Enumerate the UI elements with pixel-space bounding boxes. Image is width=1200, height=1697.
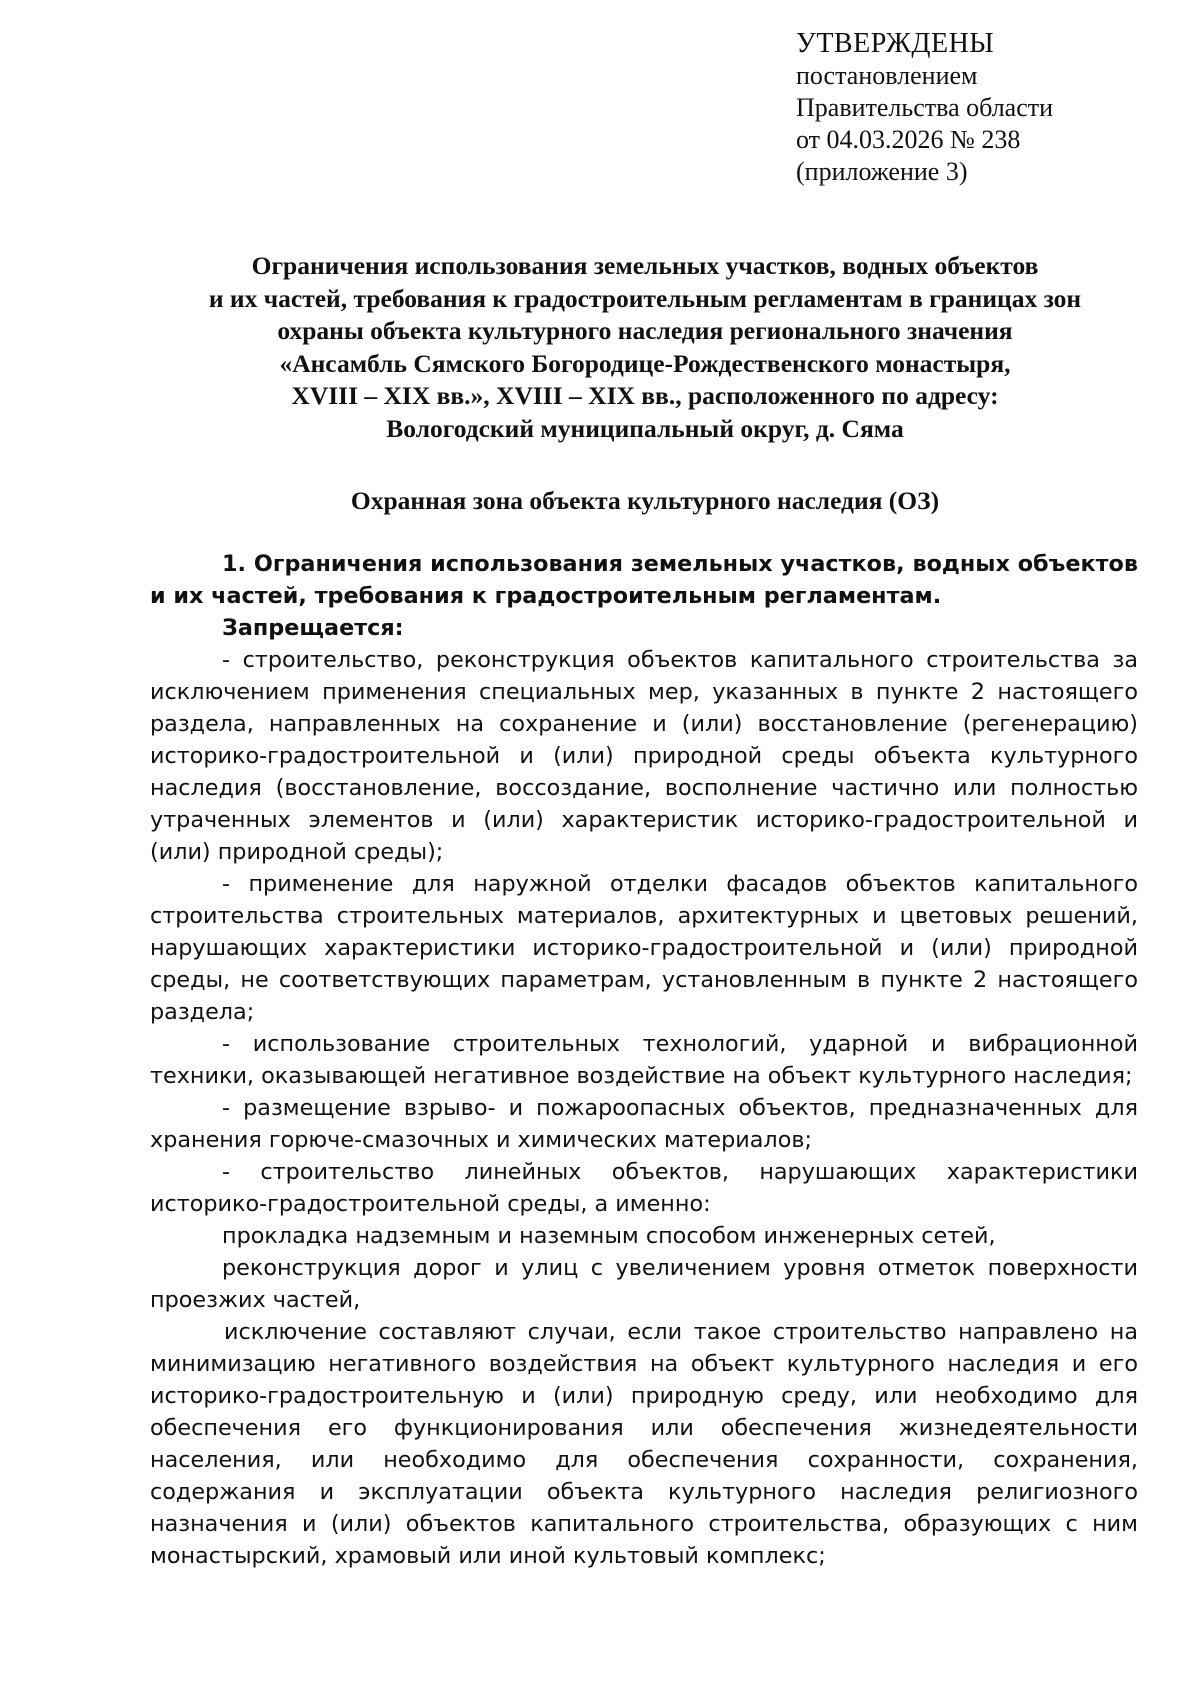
list-item: реконструкция дорог и улиц с увеличением уровня отметок поверхности проезжих частей, [150,1255,1138,1313]
approval-heading: УТВЕРЖДЕНЫ [796,28,995,59]
approval-line: Правительства области [796,93,1054,122]
title-line: охраны объекта культурного наследия регионального значения [277,316,1013,345]
forbidden-label: Запрещается: [222,615,404,641]
document-title [150,250,1140,445]
list-item: - использование строительных технологий, ударной и вибрационной техники, оказывающей негативное воздействие на объект культурного наследия; [150,1031,1138,1089]
title-line: Ограничения использования земельных участков, водных объектов [251,251,1039,280]
list-item: - применение для наружной отделки фасадов объектов капитального строительства строительных материалов, архитектурных и цветовых решений, нарушающих характеристики историко-градостроительной и (или) природной среды, не соответствующих параметрам, установленным в пункте 2 настоящего раздела; [150,871,1138,1025]
section-heading: 1. Ограничения использования земельных участков, водных объектов и их частей, требования к градостроительным регламентам. [150,551,1138,609]
list-item: исключение составляют случаи, если такое строительство направлено на минимизацию негативного воздействия на объект культурного наследия и его историко-градостроительную и (или) природную среду, или необходимо для обеспечения его функционирования или обеспечения жизнедеятельности населения, или необходимо для обеспечения сохранности, сохранения, содержания и эксплуатации объекта культурного наследия религиозного назначения и (или) объектов капитального строительства, образующих с ним монастырский, храмовый или иной культовый комплекс; [150,1319,1138,1569]
title-line: Вологодский муниципальный округ, д. Сяма [386,413,904,443]
list-item: - строительство, реконструкция объектов капитального строительства за исключением применения специальных мер, указанных в пункте 2 настоящего раздела, направленных на сохранение и (или) восстановление (регенерацию) историко-градостроительной и (или) природной среды объекта культурного наследия (восстановление, воссоздание, восполнение частично или полностью утраченных элементов и (или) характеристик историко-градостроительной и (или) природной среды); [150,647,1138,865]
title-line: XVIII – XIX вв.», XVIII – XIX вв., расположенного по адресу: [291,381,999,410]
list-item: - размещение взрыво- и пожароопасных объектов, предназначенных для хранения горюче-смазочных и химических материалов; [150,1095,1138,1153]
list-item: прокладка надземным и наземным способом инженерных сетей, [222,1223,996,1249]
approval-line: постановлением [796,61,978,90]
section-body [150,548,1138,1572]
title-line: «Ансамбль Сямского Богородице-Рождественского монастыря, [279,348,1011,378]
approval-line: от 04.03.2026 № 238 [796,125,1021,154]
list-item: - строительство линейных объектов, нарушающих характеристики историко-градостроительной среды, а именно: [150,1159,1138,1217]
zone-title: Охранная зона объекта культурного наследия (ОЗ) [350,486,940,515]
approval-stamp [796,28,1176,188]
approval-line: (приложение 3) [796,157,968,186]
title-line: и их частей, требования к градостроительным регламентам в границах зон [208,283,1082,313]
